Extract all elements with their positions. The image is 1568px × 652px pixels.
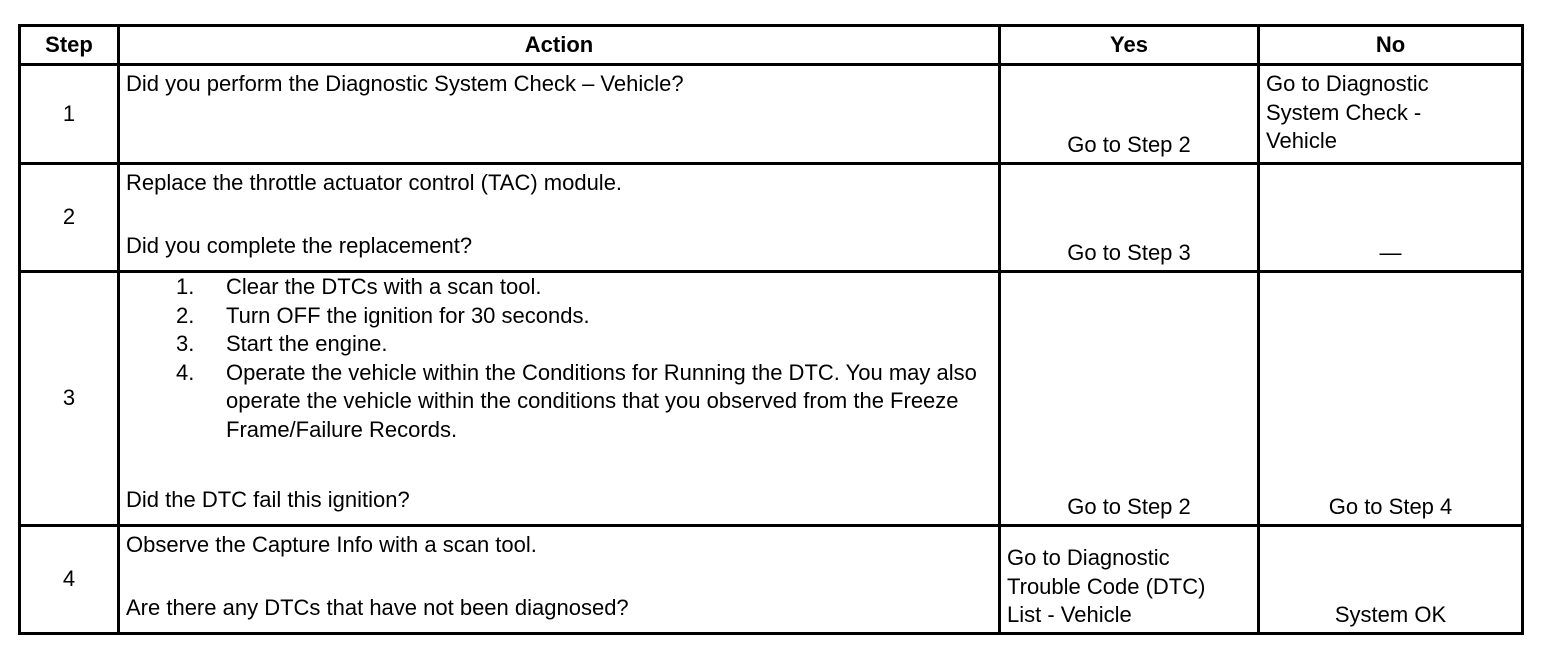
no-text: — — [1379, 240, 1402, 266]
header-action: Action — [119, 26, 1000, 65]
no-cell — [1259, 164, 1523, 272]
list-item — [176, 359, 992, 445]
action-instruction: Replace the throttle actuator control (TAC) module. — [126, 170, 623, 195]
table-row — [20, 272, 1523, 526]
no-text: System OK — [1334, 602, 1447, 628]
yes-line: Go to Diagnostic — [1007, 545, 1170, 571]
yes-text: Go to Step 2 — [1067, 132, 1191, 158]
step-number: 2 — [20, 164, 119, 272]
no-line: Go to Diagnostic — [1266, 71, 1429, 96]
action-cell — [119, 164, 1000, 272]
table-row — [20, 526, 1523, 634]
table-row — [20, 164, 1523, 272]
action-question: Did you complete the replacement? — [126, 233, 473, 259]
action-cell — [119, 526, 1000, 634]
list-item-text: Start the engine. — [226, 331, 388, 357]
action-instruction: Observe the Capture Info with a scan tool. — [126, 532, 537, 557]
yes-cell — [1000, 65, 1259, 164]
action-steps-list — [126, 273, 992, 445]
action-question: Did the DTC fail this ignition? — [126, 487, 410, 513]
action-question: Are there any DTCs that have not been diagnosed? — [126, 595, 629, 621]
list-item-number: 1. — [176, 274, 195, 299]
list-item — [176, 273, 992, 302]
yes-cell — [1000, 526, 1259, 634]
list-item-number: 4. — [176, 359, 195, 385]
yes-line: List - Vehicle — [1007, 602, 1132, 628]
diagnostic-table — [18, 24, 1524, 635]
yes-text: Go to Step 3 — [1067, 240, 1191, 266]
step-number: 3 — [20, 272, 119, 526]
action-cell — [119, 65, 1000, 164]
yes-cell — [1000, 272, 1259, 526]
action-cell — [119, 272, 1000, 526]
no-line: System Check - — [1266, 99, 1422, 125]
action-question: Did you perform the Diagnostic System Check – Vehicle? — [126, 71, 684, 96]
table-row — [20, 65, 1523, 164]
header-no: No — [1259, 26, 1523, 65]
no-cell — [1259, 526, 1523, 634]
list-item — [176, 330, 992, 359]
yes-line: Trouble Code (DTC) — [1007, 573, 1206, 599]
step-number: 4 — [20, 526, 119, 634]
no-cell — [1259, 272, 1523, 526]
no-cell — [1259, 65, 1523, 164]
table-header-row — [20, 26, 1523, 65]
no-text: Go to Step 4 — [1328, 494, 1453, 520]
yes-cell — [1000, 164, 1259, 272]
list-item-number: 2. — [176, 302, 195, 328]
list-item-number: 3. — [176, 331, 195, 357]
list-item-text: Operate the vehicle within the Conditions for Running the DTC. You may also operate the vehicle within the conditions that you observed from the Freeze Frame/Failure Records. — [226, 359, 977, 442]
yes-text — [1007, 544, 1251, 632]
no-text — [1266, 66, 1515, 156]
list-item — [176, 302, 992, 331]
step-number: 1 — [20, 65, 119, 164]
header-yes: Yes — [1000, 26, 1259, 65]
no-line: Vehicle — [1266, 128, 1337, 154]
list-item-text: Clear the DTCs with a scan tool. — [226, 274, 542, 299]
yes-text: Go to Step 2 — [1067, 494, 1191, 520]
header-step: Step — [20, 26, 119, 65]
list-item-text: Turn OFF the ignition for 30 seconds. — [226, 302, 590, 328]
